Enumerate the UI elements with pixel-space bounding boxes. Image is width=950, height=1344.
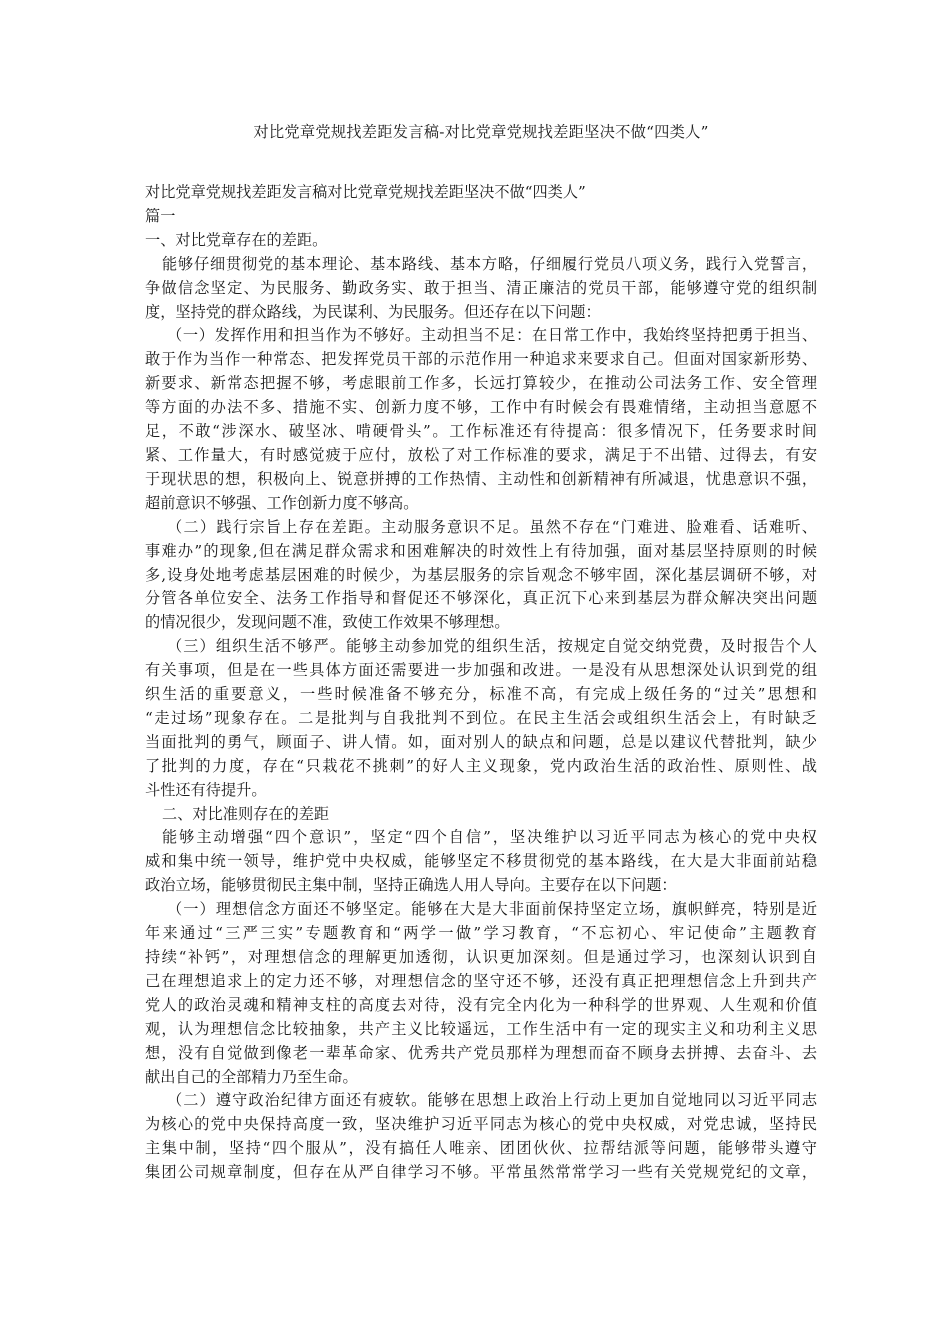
body-line: 了批判的力度，存在“只栽花不挑刺”的好人主义现象，党内政治生活的政治性、原则性、战 [145, 756, 817, 775]
body-line: 织生活的重要意义，一些时候准备不够充分，标准不高，有完成上级任务的“过关”思想和 [145, 685, 817, 704]
body-line: 政治立场，能够贯彻民主集中制，坚持正确选人用人导向。主要存在以下问题： [145, 876, 677, 895]
body-line: （二）遵守政治纪律方面还有疲软。能够在思想上政治上行动上更加自觉地同以习近平同志 [167, 1091, 817, 1110]
document-page [145, 121, 817, 1185]
body-line: 威和集中统一领导，维护党中央权威，能够坚定不移贯彻党的基本路线，在大是大非面前站稳 [145, 852, 817, 871]
body-line: 能够仔细贯彻党的基本理论、基本路线、基本方略，仔细履行党员八项义务，践行入党誓言， [162, 254, 817, 273]
body-line: 事难办”的现象,但在满足群众需求和困难解决的时效性上有待加强，面对基层坚持原则的时候 [145, 541, 817, 560]
body-line: 紧、工作量大，有时感觉疲于应付，放松了对工作标准的要求，满足于不出错、过得去，有安 [145, 445, 817, 464]
body-line: 观，认为理想信念比较抽象，共产主义比较遥远，工作生活中有一定的现实主义和功利主义思 [145, 1019, 817, 1038]
body-line: 当面批判的勇气，顾面子、讲人情。如，面对别人的缺点和问题，总是以建议代替批判，缺少 [145, 732, 817, 751]
body-line: 二、对比准则存在的差距 [162, 804, 330, 823]
body-line: 分管各单位安全、法务工作指导和督促还不够深化，真正沉下心来到基层为群众解决突出问题 [145, 589, 817, 608]
body-line: 斗性还有待提升。 [145, 780, 267, 799]
body-line: 党人的政治灵魂和精神支柱的高度去对待，没有完全内化为一种科学的世界观、人生观和价值 [145, 995, 817, 1014]
body-line: （一）理想信念方面还不够坚定。能够在大是大非面前保持坚定立场，旗帜鲜亮，特别是近 [167, 900, 817, 919]
body-line: 持续“补钙”，对理想信念的理解更加透彻，认识更加深刻。但是通过学习，也深刻认识到自 [145, 948, 817, 966]
body-line: 想，没有自觉做到像老一辈革命家、优秀共产党员那样为理想而奋不顾身去拼搏、去奋斗、去 [145, 1043, 817, 1062]
body-line: 争做信念坚定、为民服务、勤政务实、敢于担当、清正廉洁的党员干部，能够遵守党的组织制 [145, 278, 817, 297]
body-line: 篇一 [145, 206, 176, 225]
body-line: 有关事项，但是在一些具体方面还需要进一步加强和改进。一是没有从思想深处认识到党的组 [145, 661, 817, 680]
body-line: 主集中制，坚持“四个服从”，没有搞任人唯亲、团团伙伙、拉帮结派等问题，能够带头遵守 [145, 1139, 817, 1158]
body-line: 年来通过“三严三实”专题教育和“两学一做”学习教育，“不忘初心、牢记使命”主题教育 [145, 924, 817, 943]
body-line: 新要求、新常态把握不够，考虑眼前工作多，长远打算较少，在推动公司法务工作、安全管理 [145, 374, 817, 393]
body-line: 己在理想追求上的定力还不够，对理想信念的坚守还不够，还没有真正把理想信念上升到共产 [145, 971, 817, 990]
body-line: “走过场”现象存在。二是批判与自我批判不到位。在民主生活会或组织生活会上，有时缺乏 [145, 708, 817, 727]
document-body [145, 181, 817, 1185]
body-line: 多,设身处地考虑基层困难的时候少，为基层服务的宗旨观念不够牢固，深化基层调研不够，对 [145, 565, 817, 584]
body-line: 等方面的办法不多、措施不实、创新力度不够，工作中有时候会有畏难情绪，主动担当意愿不 [145, 398, 817, 417]
body-line: 足，不敢“涉深水、破坚冰、啃硬骨头”。工作标准还有待提高：很多情况下，任务要求时间 [145, 422, 817, 441]
body-line: （二）践行宗旨上存在差距。主动服务意识不足。虽然不存在“门难进、脸难看、话难听、 [167, 517, 817, 536]
body-line: 为核心的党中央保持高度一致，坚决维护习近平同志为核心的党中央权威，对党忠诚，坚持民 [145, 1115, 817, 1134]
document-title: 对比党章党规找差距发言稿-对比党章党规找差距坚决不做“四类人” [253, 123, 709, 141]
body-line: 一、对比党章存在的差距。 [145, 230, 328, 249]
body-line: 度，坚持党的群众路线，为民谋利、为民服务。但还存在以下问题： [145, 302, 601, 321]
body-line: 献出自己的全部精力乃至生命。 [145, 1067, 358, 1086]
body-line: 集团公司规章制度，但存在从严自律学习不够。平常虽然常常学习一些有关党规党纪的文章， [145, 1163, 817, 1182]
body-line: 对比党章党规找差距发言稿对比党章党规找差距坚决不做“四类人” [145, 183, 586, 201]
body-line: （三）组织生活不够严。能够主动参加党的组织生活，按规定自觉交纳党费，及时报告个人 [167, 637, 817, 656]
body-line: 的情况很少，发现问题不准，致使工作效果不够理想。 [145, 613, 510, 632]
body-line: 超前意识不够强、工作创新力度不够高。 [145, 493, 419, 512]
body-line: 敢于作为当作一种常态、把发挥党员干部的示范作用一种追求来要求自己。但面对国家新形势、 [145, 350, 817, 369]
body-line: 于现状思的想，积极向上、锐意拼搏的工作热情、主动性和创新精神有所减退，忧患意识不强， [145, 469, 817, 488]
body-line: 能够主动增强“四个意识”，坚定“四个自信”，坚决维护以习近平同志为核心的党中央权 [162, 828, 817, 847]
body-line: （一）发挥作用和担当作为不够好。主动担当不足：在日常工作中，我始终坚持把勇于担当、 [167, 326, 817, 345]
